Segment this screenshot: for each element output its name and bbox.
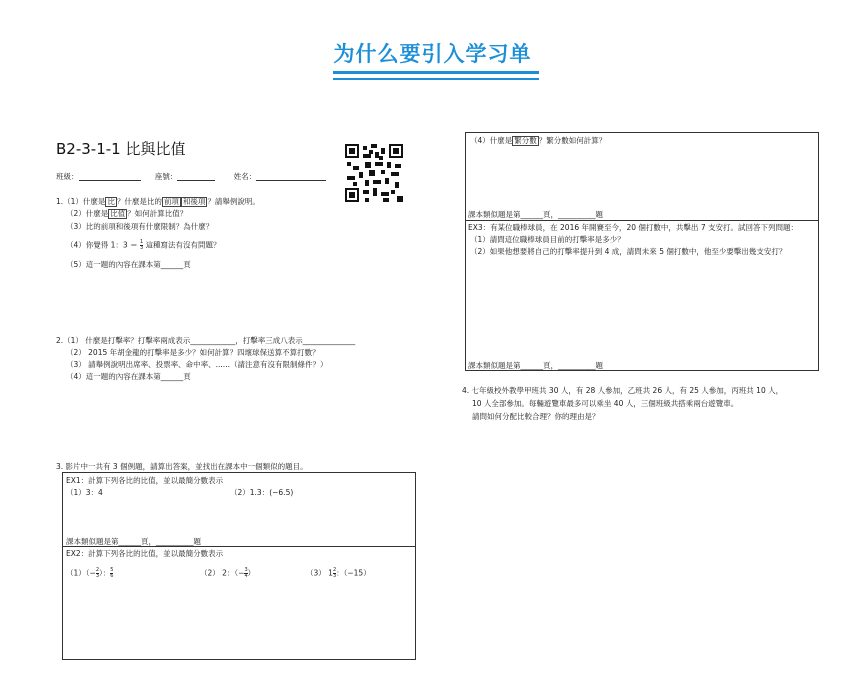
q2-line1: 2.（1） 什麼是打擊率？打擊率兩成表示____________，打擊率三成八表示______________: [56, 336, 356, 345]
q2-line2: （2） 2015 年胡金龍的打擊率是多少？如何計算？四壞球保送算不算打數？: [66, 348, 320, 357]
ex2-title: EX2：計算下列各比的比值，並以最簡分數表示: [66, 549, 224, 558]
name-field[interactable]: [256, 172, 326, 181]
q1-line5: （5）這一題的內容在課本第______頁: [66, 260, 191, 269]
ex2-c: （3） 1 $\frac{2}{3}$ ：（−15）: [306, 567, 371, 579]
ex1-title: EX1：計算下列各比的比值，並以最簡分數表示: [66, 476, 224, 485]
q3-intro: 3. 影片中一共有 3 個例題，請算出答案，並找出在課本中一個類似的題目。: [56, 462, 308, 471]
ex2-a: （1）（− $\frac{2}{3}$ ）： $\frac{5}{6}$: [66, 567, 114, 579]
class-field[interactable]: [79, 172, 141, 181]
q4-line1: 4. 七年級校外教學甲班共 30 人，有 28 人參加，乙班共 26 人，有 25 人參加，丙班共 10 人，: [462, 386, 784, 395]
right-ref2: 課本類似題是第______頁，__________題: [468, 361, 603, 370]
worksheet-title: B2-3-1-1 比與比值: [56, 140, 186, 158]
fraction-one-third: $\frac{1}{3}$: [139, 239, 144, 251]
q1-line4: （4）你覺得 1：3 ＝ $\frac{1}{3}$ 這種寫法有沒有問題？: [66, 239, 221, 251]
q4-line2: 10 人全部參加。每輛遊覽車最多可以乘坐 40 人，三個班級共搭乘兩台遊覽車。: [472, 399, 739, 408]
ex1-a: （1）3：4: [66, 488, 103, 497]
q1-line3: （3）比的前項和後項有什麼限制？為什麼？: [66, 222, 214, 231]
qr-code-icon: [344, 144, 404, 202]
q4-line3: 請問如何分配比較合理？你的理由是？: [472, 412, 600, 421]
ex2-b: （2） 2：（− $\frac{3}{4}$ ）: [200, 567, 256, 579]
q2-line3: （3） 請舉例說明出席率、投票率、命中率、......（請注意有沒有限制條件？）: [66, 360, 328, 369]
ex3-q1: （1）請問這位職棒球員目前的打擊率是多少？: [470, 235, 625, 244]
ex3-q2: （2）如果他想要將自己的打擊率提升到 4 成，請問未來 5 個打數中，他至少要擊出幾支安打？: [470, 247, 787, 256]
ex1-b: （2）1.3：(−6.5): [230, 488, 294, 497]
class-label: 班級：: [56, 172, 79, 181]
right-ref1: 課本類似題是第______頁，__________題: [468, 210, 603, 219]
seat-label: 座號：: [154, 172, 178, 181]
right-q4-line: （4）什麼是 繁分數 ？繁分數如何計算？: [470, 136, 607, 145]
ex3-title: EX3：有某位職棒球員，在 2016 年開賽至今，20 個打數中，共擊出 7 支安打。試回答下列問題：: [468, 223, 798, 232]
ex1-ref: 課本類似題是第______頁，__________題: [66, 537, 201, 546]
q1-line2: （2）什麼是 比值 ？如何計算比值？: [66, 209, 188, 218]
right-box-divider: [465, 220, 819, 221]
student-info-row: [56, 172, 326, 181]
q2-line4: （4）這一題的內容在課本第______頁: [66, 372, 191, 381]
page-title: 为什么要引入学习单: [333, 42, 532, 66]
ex-box-left: [62, 472, 416, 660]
title-underline-thick: [333, 71, 539, 74]
seat-field[interactable]: [177, 172, 215, 181]
q1-line1: 1.（1）什麼是 比 ？什麼是比的 前項 和後項 ？請舉例說明。: [56, 197, 260, 206]
name-label: 姓名：: [233, 172, 257, 181]
ex-box-divider: [62, 546, 416, 547]
title-underline-thin: [333, 78, 539, 80]
